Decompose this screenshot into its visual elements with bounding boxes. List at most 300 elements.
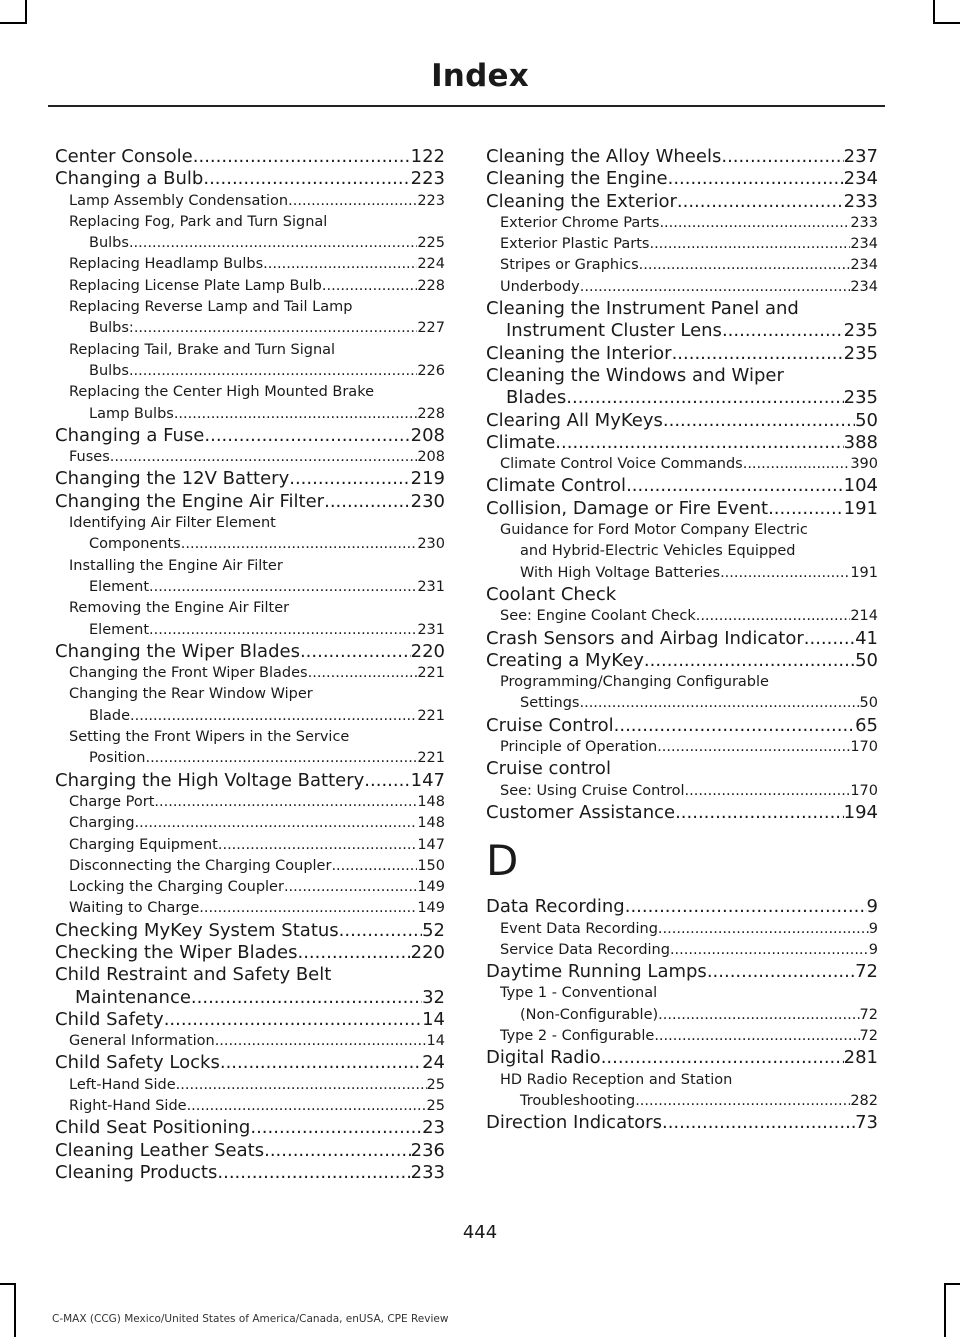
index-column-right bbox=[486, 146, 878, 1134]
dot-leader bbox=[601, 1047, 844, 1069]
index-entry bbox=[55, 1162, 445, 1184]
entry-page-number: 14 bbox=[426, 1033, 445, 1050]
entry-label: Components bbox=[89, 536, 181, 553]
entry-label: See: Using Cruise Control bbox=[500, 782, 685, 799]
dot-leader bbox=[614, 715, 855, 737]
entry-page-number: 72 bbox=[859, 1027, 878, 1044]
index-subentry-heading: Type 1 - Conventional bbox=[500, 985, 658, 1002]
dot-leader bbox=[670, 940, 869, 961]
entry-label: Locking the Charging Coupler bbox=[69, 879, 284, 896]
index-subentry bbox=[55, 620, 445, 641]
entry-page-number: 390 bbox=[850, 456, 878, 473]
entry-label: Charge Port bbox=[69, 793, 155, 810]
index-entry bbox=[486, 802, 878, 824]
entry-label: Collision, Damage or Fire Event bbox=[486, 497, 769, 519]
entry-label: Cleaning the Exterior bbox=[486, 190, 677, 212]
entry-page-number: 50 bbox=[855, 409, 878, 431]
index-entry bbox=[55, 942, 445, 964]
entry-page-number: 224 bbox=[417, 256, 445, 273]
dot-leader bbox=[339, 920, 422, 942]
entry-page-number: 281 bbox=[843, 1047, 878, 1069]
title-divider bbox=[48, 105, 885, 107]
index-entry bbox=[486, 432, 878, 454]
entry-label: Position bbox=[89, 750, 146, 767]
dot-leader bbox=[672, 343, 844, 365]
entry-label: Direction Indicators bbox=[486, 1112, 662, 1134]
index-subentry bbox=[55, 813, 445, 834]
dot-leader bbox=[668, 168, 844, 190]
entry-page-number: 231 bbox=[417, 621, 445, 638]
dot-leader bbox=[263, 254, 417, 275]
entry-page-number: 194 bbox=[843, 801, 878, 823]
crop-mark bbox=[933, 0, 935, 22]
entry-page-number: 14 bbox=[422, 1008, 445, 1030]
index-subentry-heading: Replacing Fog, Park and Turn Signal bbox=[69, 213, 328, 230]
index-subentry bbox=[55, 254, 445, 275]
index-subentry bbox=[486, 1091, 878, 1112]
index-entry bbox=[486, 343, 878, 365]
dot-leader bbox=[215, 1031, 427, 1052]
entry-page-number: 282 bbox=[850, 1092, 878, 1109]
index-entry bbox=[486, 320, 878, 342]
index-subentry bbox=[486, 234, 878, 255]
index-subentry bbox=[486, 693, 878, 714]
index-subentry-heading: Setting the Front Wipers in the Service bbox=[69, 729, 350, 746]
entry-page-number: 225 bbox=[417, 235, 445, 252]
index-subentry bbox=[55, 577, 445, 598]
dot-leader bbox=[626, 475, 844, 497]
footer-text: C-MAX (CCG) Mexico/United States of America/Canada, enUSA, CPE Review bbox=[52, 1313, 449, 1325]
index-subentry bbox=[486, 563, 878, 584]
dot-leader bbox=[218, 835, 417, 856]
entry-label: Exterior Plastic Parts bbox=[500, 236, 650, 253]
index-subentry bbox=[486, 255, 878, 276]
entry-label: Maintenance bbox=[75, 986, 191, 1008]
index-entry bbox=[55, 168, 445, 190]
entry-page-number: 23 bbox=[422, 1117, 445, 1139]
entry-label: Crash Sensors and Airbag Indicator bbox=[486, 627, 804, 649]
index-subentry bbox=[486, 213, 878, 234]
entry-page-number: 221 bbox=[417, 707, 445, 724]
entry-label: Exterior Chrome Parts bbox=[500, 214, 660, 231]
dot-leader bbox=[659, 213, 850, 234]
dot-leader bbox=[288, 191, 417, 212]
index-subentry bbox=[55, 706, 445, 727]
index-entry bbox=[486, 475, 878, 497]
entry-label: Climate Control Voice Commands bbox=[500, 456, 743, 473]
entry-page-number: 72 bbox=[859, 1006, 878, 1023]
index-subentry bbox=[55, 1096, 445, 1117]
entry-label: Bulbs bbox=[89, 362, 129, 379]
index-entry bbox=[55, 1052, 445, 1074]
page-title: Index bbox=[431, 58, 529, 94]
index-entry bbox=[55, 1009, 445, 1031]
entry-page-number: 223 bbox=[417, 192, 445, 209]
dot-leader bbox=[264, 1140, 411, 1162]
crop-mark bbox=[14, 1283, 16, 1337]
index-entry bbox=[486, 1112, 878, 1134]
entry-page-number: 234 bbox=[850, 257, 878, 274]
entry-label: Data Recording bbox=[486, 896, 625, 918]
dot-leader bbox=[721, 146, 843, 168]
entry-page-number: 122 bbox=[410, 146, 445, 167]
dot-leader bbox=[662, 1112, 855, 1134]
entry-label: Child Safety bbox=[55, 1008, 164, 1030]
dot-leader bbox=[635, 1091, 850, 1112]
index-entry-heading: Child Restraint and Safety Belt bbox=[55, 964, 332, 986]
index-entry bbox=[55, 1117, 445, 1139]
entry-page-number: 230 bbox=[410, 490, 445, 512]
index-subentry bbox=[55, 1075, 445, 1096]
entry-page-number: 234 bbox=[843, 168, 878, 190]
index-subentry bbox=[55, 856, 445, 877]
dot-leader bbox=[149, 620, 417, 641]
entry-label: Child Seat Positioning bbox=[55, 1117, 251, 1139]
entry-label: Clearing All MyKeys bbox=[486, 409, 663, 431]
index-entry bbox=[55, 641, 445, 663]
entry-page-number: 191 bbox=[843, 497, 878, 519]
dot-leader bbox=[579, 693, 859, 714]
dot-leader bbox=[203, 168, 410, 190]
dot-leader bbox=[297, 942, 410, 964]
dot-leader bbox=[220, 1052, 422, 1074]
index-column-left bbox=[55, 146, 445, 1184]
dot-leader bbox=[181, 534, 418, 555]
index-subentry bbox=[55, 447, 445, 468]
entry-label: With High Voltage Batteries bbox=[520, 564, 721, 581]
dot-leader bbox=[566, 387, 843, 409]
index-subentry bbox=[486, 781, 878, 802]
entry-label: Troubleshooting bbox=[520, 1092, 636, 1109]
entry-label: Child Safety Locks bbox=[55, 1052, 220, 1074]
index-subentry bbox=[55, 792, 445, 813]
entry-label: Cleaning the Interior bbox=[486, 342, 672, 364]
dot-leader bbox=[675, 802, 844, 824]
entry-label: Stripes or Graphics bbox=[500, 257, 639, 274]
entry-page-number: 208 bbox=[417, 449, 445, 466]
entry-page-number: 148 bbox=[417, 815, 445, 832]
index-subentry bbox=[55, 835, 445, 856]
index-subentry-heading: Removing the Engine Air Filter bbox=[69, 600, 290, 617]
entry-page-number: 150 bbox=[417, 857, 445, 874]
dot-leader bbox=[176, 1075, 427, 1096]
index-entry bbox=[486, 961, 878, 983]
entry-label: See: Engine Coolant Check bbox=[500, 608, 696, 625]
entry-label: Cleaning the Engine bbox=[486, 168, 668, 190]
index-subentry-heading: Identifying Air Filter Element bbox=[69, 515, 276, 532]
dot-leader bbox=[322, 276, 417, 297]
entry-page-number: 191 bbox=[850, 564, 878, 581]
index-subentry-heading: Installing the Engine Air Filter bbox=[69, 557, 283, 574]
entry-label: Cleaning Leather Seats bbox=[55, 1139, 265, 1161]
entry-label: Lamp Assembly Condensation bbox=[69, 192, 289, 209]
index-entry bbox=[55, 920, 445, 942]
index-subentry bbox=[486, 919, 878, 940]
dot-leader bbox=[658, 919, 869, 940]
index-subentry bbox=[486, 606, 878, 627]
entry-label: Left-Hand Side bbox=[69, 1076, 176, 1093]
entry-page-number: 149 bbox=[417, 879, 445, 896]
index-entry bbox=[486, 387, 878, 409]
index-entry bbox=[55, 491, 445, 513]
index-subentry bbox=[55, 404, 445, 425]
index-subentry-heading: Replacing Reverse Lamp and Tail Lamp bbox=[69, 299, 353, 316]
entry-page-number: 65 bbox=[855, 714, 878, 736]
index-entry-heading: Cleaning the Instrument Panel and bbox=[486, 298, 799, 320]
index-subentry-heading: Changing the Rear Window Wiper bbox=[69, 686, 313, 703]
dot-leader bbox=[129, 361, 417, 382]
dot-leader bbox=[364, 770, 410, 792]
crop-mark bbox=[933, 22, 960, 24]
entry-page-number: 72 bbox=[855, 961, 878, 983]
dot-leader bbox=[649, 234, 850, 255]
entry-label: Element bbox=[89, 578, 150, 595]
entry-label: Changing the Engine Air Filter bbox=[55, 490, 325, 512]
dot-leader bbox=[625, 896, 867, 918]
entry-page-number: 226 bbox=[417, 362, 445, 379]
entry-label: Climate Control bbox=[486, 475, 627, 497]
dot-leader bbox=[191, 987, 422, 1009]
entry-page-number: 223 bbox=[410, 168, 445, 190]
entry-label: Service Data Recording bbox=[500, 941, 670, 958]
index-entry bbox=[486, 168, 878, 190]
entry-label: Customer Assistance bbox=[486, 801, 676, 823]
entry-page-number: 388 bbox=[843, 431, 878, 453]
entry-page-number: 236 bbox=[410, 1139, 445, 1161]
entry-page-number: 104 bbox=[843, 475, 878, 497]
dot-leader bbox=[654, 1026, 859, 1047]
entry-page-number: 233 bbox=[410, 1161, 445, 1183]
dot-leader bbox=[149, 577, 417, 598]
dot-leader bbox=[324, 491, 411, 513]
entry-label: Replacing License Plate Lamp Bulb bbox=[69, 277, 322, 294]
index-entry bbox=[486, 628, 878, 650]
entry-label: Type 2 - Configurable bbox=[500, 1027, 655, 1044]
entry-page-number: 9 bbox=[868, 941, 878, 958]
index-entry bbox=[486, 146, 878, 168]
dot-leader bbox=[658, 1005, 859, 1026]
entry-label: Changing the Front Wiper Blades bbox=[69, 665, 308, 682]
index-entry bbox=[55, 987, 445, 1009]
entry-page-number: 230 bbox=[417, 536, 445, 553]
dot-leader bbox=[768, 498, 844, 520]
entry-page-number: 228 bbox=[417, 277, 445, 294]
index-subentry bbox=[55, 276, 445, 297]
entry-page-number: 220 bbox=[410, 640, 445, 662]
entry-page-number: 25 bbox=[426, 1098, 445, 1115]
index-subentry bbox=[486, 1005, 878, 1026]
entry-page-number: 170 bbox=[850, 739, 878, 756]
crop-mark bbox=[944, 1283, 946, 1337]
entry-page-number: 147 bbox=[410, 769, 445, 791]
dot-leader bbox=[696, 606, 851, 627]
dot-leader bbox=[289, 468, 410, 490]
entry-page-number: 214 bbox=[850, 608, 878, 625]
entry-page-number: 50 bbox=[855, 649, 878, 671]
dot-leader bbox=[308, 663, 418, 684]
dot-leader bbox=[193, 146, 411, 168]
index-subentry-heading: and Hybrid-Electric Vehicles Equipped bbox=[520, 543, 796, 560]
dot-leader bbox=[720, 563, 850, 584]
crop-mark bbox=[0, 22, 27, 24]
entry-label: Climate bbox=[486, 431, 556, 453]
entry-label: Principle of Operation bbox=[500, 739, 658, 756]
entry-label: Element bbox=[89, 621, 150, 638]
entry-page-number: 148 bbox=[417, 793, 445, 810]
crop-mark bbox=[25, 0, 27, 22]
entry-page-number: 147 bbox=[417, 836, 445, 853]
entry-page-number: 220 bbox=[410, 941, 445, 963]
entry-label: Charging the High Voltage Battery bbox=[55, 769, 365, 791]
entry-page-number: 149 bbox=[417, 900, 445, 917]
index-entry bbox=[55, 1140, 445, 1162]
entry-page-number: 208 bbox=[410, 424, 445, 446]
index-entry bbox=[55, 770, 445, 792]
index-subentry bbox=[55, 877, 445, 898]
entry-label: Digital Radio bbox=[486, 1047, 601, 1069]
dot-leader bbox=[722, 320, 844, 342]
entry-label: Bulbs: bbox=[89, 320, 134, 337]
dot-leader bbox=[154, 792, 417, 813]
entry-page-number: 227 bbox=[417, 320, 445, 337]
index-subentry bbox=[486, 737, 878, 758]
entry-label: Cleaning Products bbox=[55, 1161, 218, 1183]
entry-label: Fuses bbox=[69, 449, 110, 466]
dot-leader bbox=[743, 454, 851, 475]
entry-page-number: 170 bbox=[850, 782, 878, 799]
entry-page-number: 235 bbox=[843, 342, 878, 364]
index-subentry bbox=[55, 898, 445, 919]
dot-leader bbox=[250, 1117, 422, 1139]
index-subentry bbox=[55, 318, 445, 339]
entry-label: Replacing Headlamp Bulbs bbox=[69, 256, 264, 273]
entry-page-number: 52 bbox=[422, 919, 445, 941]
entry-page-number: 228 bbox=[417, 405, 445, 422]
entry-page-number: 32 bbox=[422, 986, 445, 1008]
entry-label: Changing a Bulb bbox=[55, 168, 204, 190]
entry-page-number: 219 bbox=[410, 468, 445, 490]
index-entry bbox=[486, 896, 878, 918]
entry-page-number: 73 bbox=[855, 1112, 878, 1134]
index-subentry-heading: Guidance for Ford Motor Company Electric bbox=[500, 522, 808, 539]
entry-label: Right-Hand Side bbox=[69, 1098, 187, 1115]
dot-leader bbox=[187, 1096, 427, 1117]
index-entry bbox=[486, 410, 878, 432]
index-entry bbox=[55, 425, 445, 447]
entry-label: Underbody bbox=[500, 278, 580, 295]
entry-label: Checking the Wiper Blades bbox=[55, 941, 298, 963]
dot-leader bbox=[284, 877, 417, 898]
section-letter: D bbox=[486, 836, 519, 886]
index-subentry bbox=[55, 534, 445, 555]
index-subentry bbox=[55, 663, 445, 684]
dot-leader bbox=[300, 641, 411, 663]
page-number: 444 bbox=[462, 1222, 498, 1243]
index-entry-heading: Cleaning the Windows and Wiper bbox=[486, 364, 784, 386]
entry-page-number: 234 bbox=[850, 236, 878, 253]
entry-page-number: 233 bbox=[843, 190, 878, 212]
entry-page-number: 221 bbox=[417, 665, 445, 682]
index-subentry bbox=[486, 277, 878, 298]
entry-label: Event Data Recording bbox=[500, 920, 658, 937]
entry-page-number: 41 bbox=[855, 627, 878, 649]
dot-leader bbox=[145, 748, 417, 769]
entry-label: Changing the Wiper Blades bbox=[55, 640, 300, 662]
dot-leader bbox=[164, 1009, 422, 1031]
index-subentry bbox=[486, 940, 878, 961]
index-subentry-heading: HD Radio Reception and Station bbox=[500, 1071, 733, 1088]
entry-label: Cruise Control bbox=[486, 714, 614, 736]
index-subentry bbox=[55, 361, 445, 382]
index-subentry-heading: Replacing the Center High Mounted Brake bbox=[69, 384, 374, 401]
entry-label: Instrument Cluster Lens bbox=[506, 320, 722, 342]
entry-label: Charging Equipment bbox=[69, 836, 218, 853]
entry-page-number: 50 bbox=[859, 695, 878, 712]
dot-leader bbox=[804, 628, 855, 650]
dot-leader bbox=[110, 447, 418, 468]
index-entry-heading: Coolant Check bbox=[486, 583, 617, 605]
dot-leader bbox=[331, 856, 417, 877]
dot-leader bbox=[174, 404, 417, 425]
dot-leader bbox=[580, 277, 851, 298]
crop-mark bbox=[944, 1283, 960, 1285]
dot-leader bbox=[657, 737, 850, 758]
dot-leader bbox=[135, 813, 418, 834]
dot-leader bbox=[134, 318, 418, 339]
index-entry bbox=[486, 191, 878, 213]
index-entry bbox=[486, 650, 878, 672]
dot-leader bbox=[130, 706, 417, 727]
index-entry bbox=[55, 468, 445, 490]
entry-label: Changing the 12V Battery bbox=[55, 468, 290, 490]
entry-page-number: 234 bbox=[850, 278, 878, 295]
entry-label: Cleaning the Alloy Wheels bbox=[486, 146, 722, 167]
entry-page-number: 9 bbox=[868, 920, 878, 937]
entry-page-number: 237 bbox=[843, 146, 878, 167]
entry-label: Changing a Fuse bbox=[55, 424, 205, 446]
entry-label: (Non-Configurable) bbox=[520, 1006, 659, 1023]
index-subentry bbox=[486, 454, 878, 475]
index-subentry-heading: Programming/Changing Configurable bbox=[500, 674, 769, 691]
entry-label: Charging bbox=[69, 815, 135, 832]
entry-page-number: 25 bbox=[426, 1076, 445, 1093]
dot-leader bbox=[644, 650, 855, 672]
entry-page-number: 231 bbox=[417, 578, 445, 595]
index-subentry bbox=[55, 191, 445, 212]
dot-leader bbox=[639, 255, 851, 276]
index-subentry bbox=[55, 748, 445, 769]
index-entry bbox=[55, 146, 445, 168]
entry-label: General Information bbox=[69, 1033, 215, 1050]
entry-label: Center Console bbox=[55, 146, 193, 167]
entry-label: Creating a MyKey bbox=[486, 649, 644, 671]
dot-leader bbox=[129, 233, 417, 254]
index-subentry bbox=[55, 233, 445, 254]
index-entry bbox=[486, 498, 878, 520]
entry-label: Daytime Running Lamps bbox=[486, 961, 707, 983]
dot-leader bbox=[677, 191, 844, 213]
dot-leader bbox=[685, 781, 851, 802]
entry-page-number: 9 bbox=[866, 896, 878, 918]
entry-label: Lamp Bulbs bbox=[89, 405, 174, 422]
entry-label: Waiting to Charge bbox=[69, 900, 200, 917]
entry-page-number: 24 bbox=[422, 1052, 445, 1074]
entry-label: Bulbs bbox=[89, 235, 129, 252]
index-subentry-heading: Replacing Tail, Brake and Turn Signal bbox=[69, 341, 336, 358]
dot-leader bbox=[555, 432, 843, 454]
entry-page-number: 221 bbox=[417, 750, 445, 767]
entry-label: Checking MyKey System Status bbox=[55, 919, 339, 941]
